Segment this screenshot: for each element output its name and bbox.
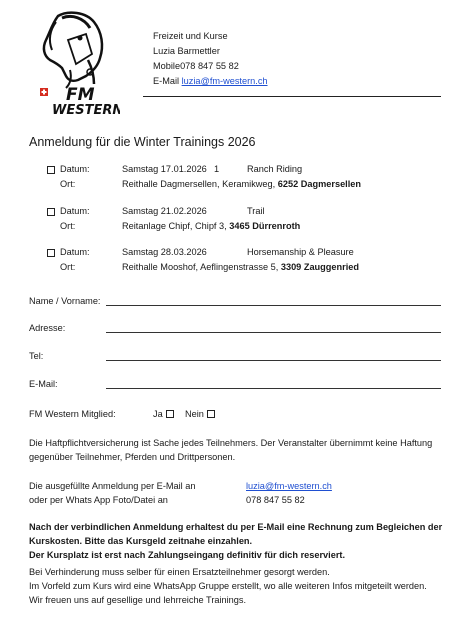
name-label: Name / Vorname: (29, 296, 101, 306)
adresse-field[interactable] (106, 332, 441, 333)
header-line-2: Luzia Barmettler (153, 46, 220, 56)
email-label: E-Mail: (29, 379, 58, 389)
event-1-type: Ranch Riding (247, 164, 303, 174)
event-1-place-city: 6252 Dagmersellen (277, 179, 362, 189)
header-email-row (153, 74, 268, 89)
send-line-1: Die ausgefüllte Anmeldung per E-Mail an (29, 481, 196, 491)
event-2-datum-label: Datum: (60, 206, 90, 216)
event-1-place (122, 179, 361, 189)
member-nein-label: Nein (185, 409, 204, 419)
event-1-place-text: Reithalle Dagmersellen, Keramikweg, (122, 179, 276, 189)
event-3-place-text: Reithalle Mooshof, Aeflingenstrasse 5, (122, 262, 279, 272)
event-1-date: Samstag 17.01.2026 (122, 164, 207, 174)
note-bold-1: Nach der verbindlichen Anmeldung erhaltest du per E-Mail eine Rechnung zum Begleichen der (29, 522, 443, 532)
event-1-checkbox[interactable] (47, 166, 55, 174)
header-email-link[interactable]: luzia@fm-western.ch (181, 76, 268, 86)
member-ja-label: Ja (153, 409, 163, 419)
event-1-datum-label: Datum: (60, 164, 90, 174)
final-note-3: Wir freuen uns auf gesellige und lehrreiche Trainings. (29, 595, 247, 605)
header-line-1: Freizeit und Kurse (153, 31, 228, 41)
header-line-3: Mobile078 847 55 82 (153, 61, 239, 71)
event-2-type: Trail (247, 206, 265, 216)
member-ja-checkbox[interactable] (166, 410, 174, 418)
note-bold-2: Kurskosten. Bitte das Kursgeld zeitnahe einzahlen. (29, 536, 253, 546)
event-2-date: Samstag 21.02.2026 (122, 206, 207, 216)
header-email-label: E-Mail (153, 76, 180, 86)
event-3-type: Horsemanship & Pleasure (247, 247, 354, 257)
member-label: FM Western Mitglied: (29, 409, 116, 419)
event-2-place (122, 221, 300, 231)
send-email-link[interactable]: luzia@fm-western.ch (246, 481, 332, 491)
event-2-place-text: Reitanlage Chipf, Chipf 3, (122, 221, 227, 231)
final-note-2: Im Vorfeld zum Kurs wird eine WhatsApp Gruppe erstellt, wo alle weiteren Infos mitgeteilt werden. (29, 581, 427, 591)
member-nein-option[interactable] (185, 409, 215, 419)
final-note-1: Bei Verhinderung muss selber für einen Ersatzteilnehmer gesorgt werden. (29, 567, 330, 577)
logo-text-fm: FM (66, 85, 95, 105)
event-3-datum-label: Datum: (60, 247, 90, 257)
event-2-checkbox[interactable] (47, 208, 55, 216)
event-3-checkbox[interactable] (47, 249, 55, 257)
event-3-ort-label: Ort: (60, 262, 76, 272)
name-field[interactable] (106, 305, 441, 306)
page-title: Anmeldung für die Winter Trainings 2026 (29, 135, 256, 149)
event-3-place-city: 3309 Zauggenried (280, 262, 359, 272)
event-2-place-city: 3465 Dürrenroth (229, 221, 301, 231)
member-nein-checkbox[interactable] (207, 410, 215, 418)
liability-line-1: Die Haftpflichtversicherung ist Sache jedes Teilnehmers. Der Veranstalter übernimmt keine Haftung (29, 438, 433, 448)
logo-text-western: WESTERN (52, 103, 120, 118)
member-ja-option[interactable] (153, 409, 174, 419)
event-1-num: 1 (214, 164, 220, 174)
event-2-ort-label: Ort: (60, 221, 76, 231)
liability-line-2: gegenüber Teilnehmer, Pferden und Drittpersonen. (29, 452, 236, 462)
event-1-ort-label: Ort: (60, 179, 76, 189)
tel-label: Tel: (29, 351, 44, 361)
email-field[interactable] (106, 388, 441, 389)
event-3-date: Samstag 28.03.2026 (122, 247, 207, 257)
send-phone: 078 847 55 82 (246, 495, 305, 505)
event-3-place (122, 262, 359, 272)
header-rule (143, 96, 441, 97)
tel-field[interactable] (106, 360, 441, 361)
note-bold-3: Der Kursplatz ist erst nach Zahlungseingang definitiv für dich reserviert. (29, 550, 346, 560)
send-line-2: oder per Whats App Foto/Datei an (29, 495, 168, 505)
fm-western-logo (28, 10, 120, 118)
adresse-label: Adresse: (29, 323, 66, 333)
